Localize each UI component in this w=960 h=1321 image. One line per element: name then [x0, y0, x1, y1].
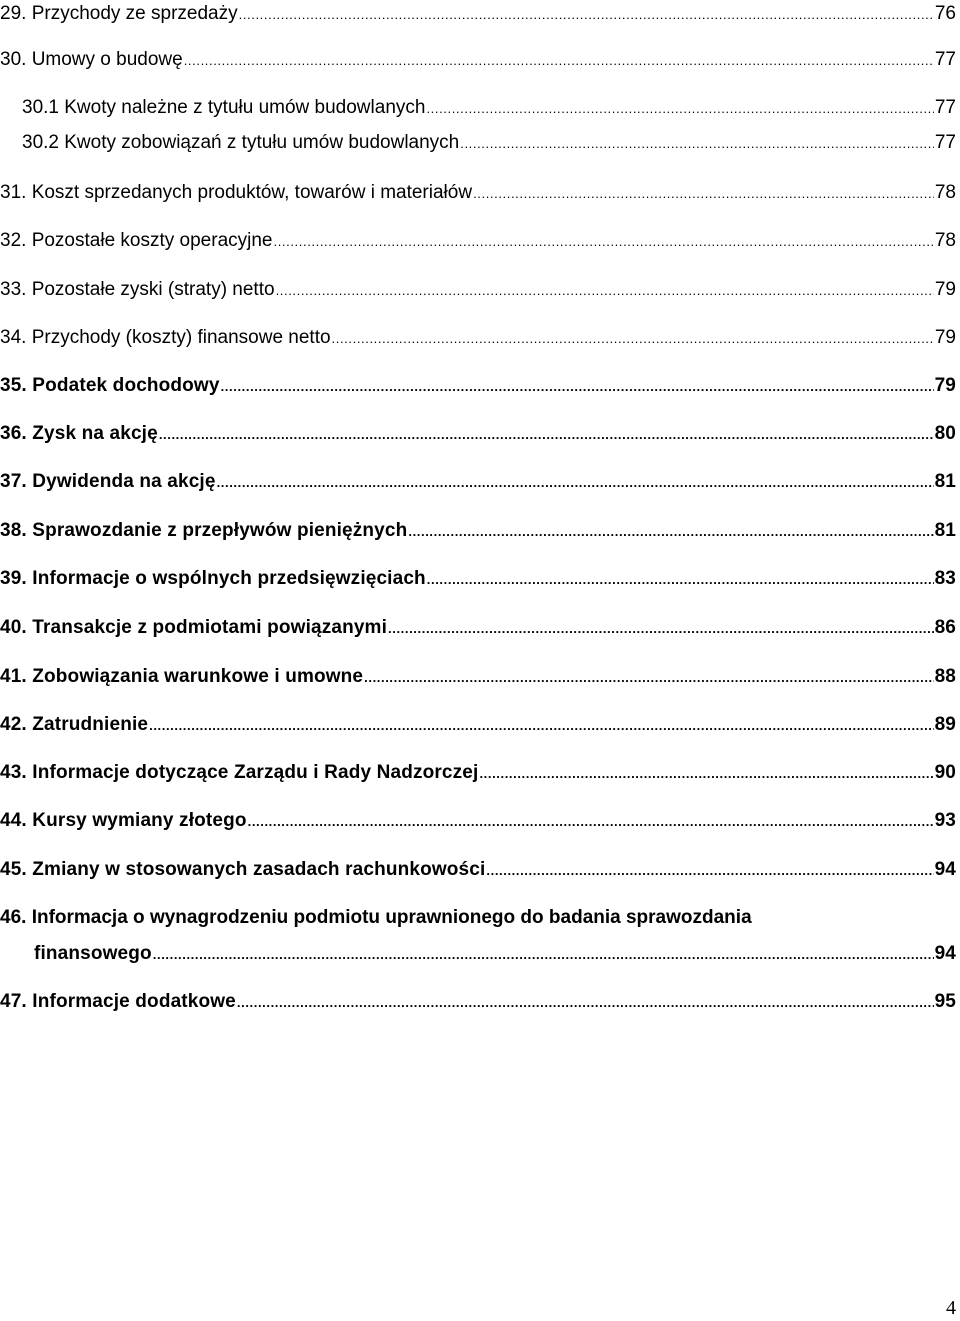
toc-entry[interactable] [0, 1, 960, 27]
toc-entry-page: 76 [934, 3, 956, 24]
toc-entry[interactable] [0, 373, 960, 399]
toc-dot-leader [217, 470, 934, 496]
toc-entry[interactable] [0, 180, 960, 206]
toc-entry-page: 78 [934, 230, 956, 251]
toc-dot-leader [408, 519, 933, 545]
toc-entry-title: 34. Przychody (koszty) finansowe netto [0, 327, 331, 348]
toc-entry-page: 81 [934, 471, 956, 492]
toc-dot-leader [221, 374, 934, 400]
toc-entry-page: 77 [934, 97, 956, 118]
toc-entry-page: 81 [934, 520, 956, 541]
toc-entry[interactable] [0, 760, 960, 786]
toc-entry[interactable] [0, 566, 960, 592]
toc-dot-leader [248, 809, 934, 835]
toc-dot-leader [159, 422, 934, 448]
toc-entry-page: 93 [934, 810, 956, 831]
toc-entry-page: 77 [934, 49, 956, 70]
toc-dot-leader [274, 229, 934, 255]
toc-entry-page: 78 [934, 182, 956, 203]
toc-entry-title: 47. Informacje dodatkowe [0, 991, 236, 1012]
toc-dot-leader [427, 567, 934, 593]
toc-entry-page: 94 [934, 943, 956, 964]
toc-dot-leader [239, 2, 934, 28]
toc-dot-leader [149, 713, 933, 739]
toc-dot-leader [364, 665, 933, 691]
toc-dot-leader [426, 96, 933, 122]
toc-dot-leader [237, 990, 934, 1016]
toc-dot-leader [184, 48, 934, 74]
toc-entry[interactable] [0, 228, 960, 254]
toc-entry[interactable] [0, 615, 960, 641]
toc-entry-title: 40. Transakcje z podmiotami powiązanymi [0, 617, 388, 638]
toc-entry-title: 30. Umowy o budowę [0, 49, 183, 70]
toc-entry-title: 33. Pozostałe zyski (straty) netto [0, 279, 275, 300]
toc-dot-leader [479, 761, 933, 787]
toc-entry-title: 30.2 Kwoty zobowiązań z tytułu umów budowlanych [22, 132, 460, 153]
toc-entry-page: 94 [934, 859, 956, 880]
toc-entry-title: 42. Zatrudnienie [0, 714, 149, 735]
toc-entry[interactable] [0, 664, 960, 690]
toc-entry-page: 95 [934, 991, 956, 1012]
toc-dot-leader [486, 858, 933, 884]
toc-entry[interactable] [0, 989, 960, 1015]
toc-entry-title: finansowego [34, 943, 152, 964]
toc-entry-title: 29. Przychody ze sprzedaży [0, 3, 238, 24]
toc-entry-title: 32. Pozostałe koszty operacyjne [0, 230, 273, 251]
toc-dot-leader [388, 616, 934, 642]
toc-entry-page: 86 [934, 617, 956, 638]
toc-entry-title: 38. Sprawozdanie z przepływów pieniężnych [0, 520, 408, 541]
toc-entry-page: 88 [934, 666, 956, 687]
toc-entry[interactable] [0, 95, 960, 121]
toc-entry-title: 39. Informacje o wspólnych przedsięwzięciach [0, 568, 426, 589]
toc-dot-leader [460, 131, 934, 157]
toc-entry-page: 79 [934, 375, 956, 396]
toc-dot-leader [332, 326, 934, 352]
toc-entry[interactable] [0, 277, 960, 303]
toc-entry-title: 30.1 Kwoty należne z tytułu umów budowlanych [22, 97, 426, 118]
toc-entry[interactable] [0, 469, 960, 495]
toc-entry-page: 79 [934, 327, 956, 348]
toc-entry-page: 77 [934, 132, 956, 153]
toc-entry-title: 45. Zmiany w stosowanych zasadach rachunkowości [0, 859, 486, 880]
toc-entry-page: 89 [934, 714, 956, 735]
toc-entry[interactable] [0, 808, 960, 834]
toc-entry-title: 37. Dywidenda na akcję [0, 471, 216, 492]
toc-entry-title: 44. Kursy wymiany złotego [0, 810, 247, 831]
toc-dot-leader [473, 181, 934, 207]
toc-entry[interactable] [0, 712, 960, 738]
toc-entry[interactable] [0, 905, 960, 975]
toc-entry-page: 79 [934, 279, 956, 300]
toc-dot-leader [153, 942, 934, 968]
page-number: 4 [946, 1297, 956, 1319]
toc-entry-page: 83 [934, 568, 956, 589]
toc-entry[interactable] [0, 47, 960, 73]
toc-entry[interactable] [0, 325, 960, 351]
toc-entry[interactable] [0, 421, 960, 447]
toc-entry-page: 90 [934, 762, 956, 783]
toc-entry-title: 43. Informacje dotyczące Zarządu i Rady Nadzorczej [0, 762, 479, 783]
toc-entry-title-line1: 46. Informacja o wynagrodzeniu podmiotu uprawnionego do badania sprawozdania [0, 907, 752, 928]
toc-entry-title: 35. Podatek dochodowy [0, 375, 220, 396]
toc-entry-title: 36. Zysk na akcję [0, 423, 158, 444]
toc-entry[interactable] [0, 130, 960, 156]
toc-entry-title: 41. Zobowiązania warunkowe i umowne [0, 666, 364, 687]
toc-entry-page: 80 [934, 423, 956, 444]
toc-entry[interactable] [0, 857, 960, 883]
toc-entry[interactable] [0, 518, 960, 544]
toc-dot-leader [276, 278, 934, 304]
toc-entry-title: 31. Koszt sprzedanych produktów, towarów i materiałów [0, 182, 473, 203]
